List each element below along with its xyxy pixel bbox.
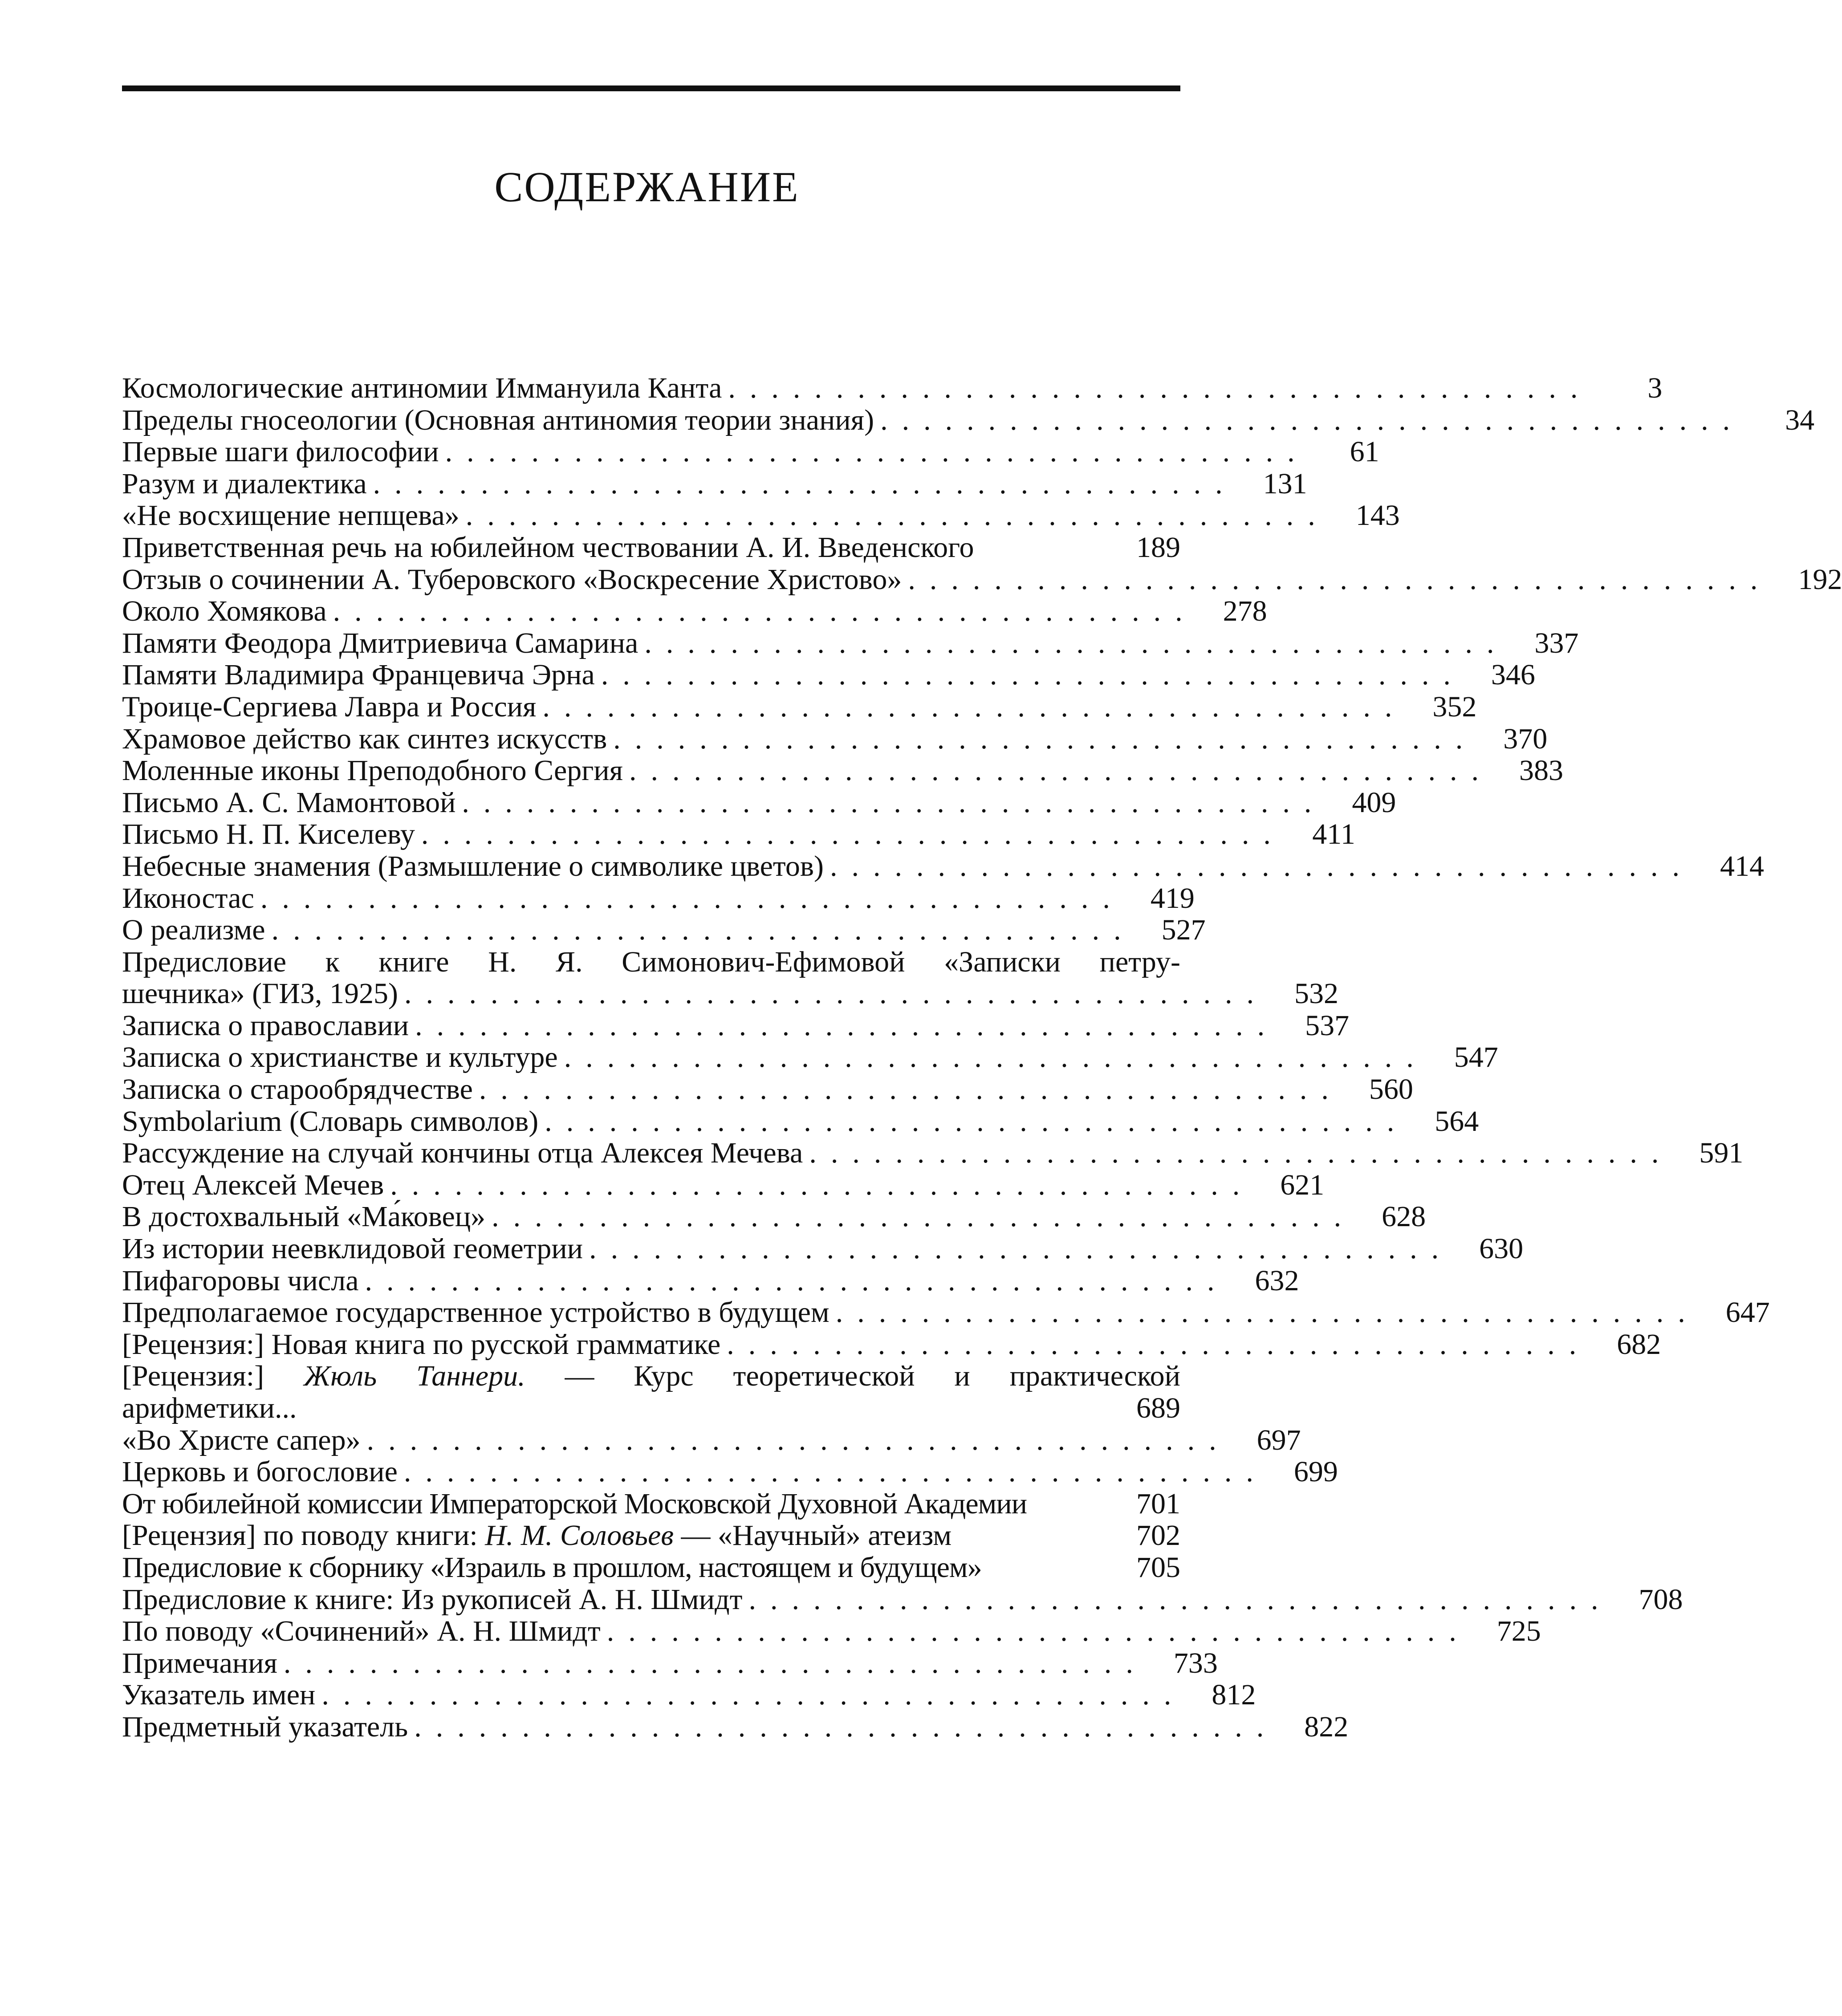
toc-entry[interactable] [122, 1583, 1683, 1616]
dot-leader: ........................................ [492, 1200, 1356, 1233]
toc-entry-title: Письмо А. С. Мамонтовой [122, 786, 456, 819]
toc-entry-title: [Рецензия:] Новая книга по русской грамматике [122, 1328, 721, 1361]
toc-entry[interactable] [122, 690, 1477, 723]
toc-entry-title: Разум и диалектика [122, 467, 367, 500]
toc-entry-title: «Во Христе сапер» [122, 1423, 361, 1456]
toc-entry-title: Записка о христианстве и культуре [122, 1041, 558, 1074]
toc-entry-title: О реализме [122, 914, 265, 947]
toc-entry-title: От юбилейной комиссии Императорской Московской Духовной Академии [122, 1487, 1027, 1520]
toc-entry-page: 621 [1280, 1168, 1325, 1201]
toc-entry-title: Указатель имен [122, 1679, 316, 1711]
toc-entry[interactable] [122, 1200, 1426, 1233]
toc-entry[interactable] [122, 1041, 1498, 1074]
toc-entry[interactable] [122, 1073, 1413, 1106]
toc-entry-page: 34 [1785, 403, 1815, 436]
toc-entry-page: 812 [1212, 1679, 1256, 1711]
toc-entry-title: Рассуждение на случай кончины отца Алексея Мечева [122, 1137, 803, 1170]
dot-leader: ........................................ [629, 754, 1493, 787]
toc-entry[interactable] [122, 1105, 1479, 1138]
dot-leader: ........................................ [404, 977, 1269, 1010]
dot-leader: ........................................ [542, 690, 1407, 723]
toc-entry-page: 532 [1294, 977, 1339, 1010]
dot-leader: ........................................ [601, 658, 1465, 691]
dot-leader: ........................................ [373, 467, 1237, 500]
toc-entry-title: Предисловие к книге: Из рукописей А. Н. Шмидт [122, 1583, 743, 1616]
toc-entry[interactable] [122, 372, 1663, 404]
dot-leader: ........................................ [644, 626, 1509, 659]
toc-entry[interactable] [122, 563, 1842, 596]
toc-entry-page: 628 [1382, 1200, 1426, 1233]
dot-leader: ........................................ [333, 595, 1197, 628]
toc-entry-page: 143 [1355, 499, 1400, 532]
dot-leader: ........................................ [415, 1009, 1279, 1042]
toc-entry-page: 527 [1161, 914, 1206, 947]
toc-entry[interactable] [122, 1009, 1350, 1042]
toc-entry-title [122, 1520, 1114, 1552]
dot-leader: ........................................ [283, 1646, 1147, 1679]
toc-entry-page: 352 [1432, 690, 1477, 723]
toc-entry[interactable] [122, 945, 1339, 1010]
toc-entry[interactable] [122, 1328, 1661, 1361]
toc-entry[interactable] [122, 1615, 1541, 1648]
toc-entry-page: 705 [1136, 1551, 1180, 1584]
toc-entry-title: Из истории неевклидовой геометрии [122, 1232, 583, 1265]
toc-entry-title: По поводу «Сочинений» А. Н. Шмидт [122, 1615, 601, 1648]
toc-entry-page: 682 [1617, 1328, 1661, 1361]
toc-entry[interactable] [122, 1455, 1338, 1488]
toc-entry-page: 701 [1136, 1487, 1180, 1520]
toc-entry-title: Моленные иконы Преподобного Сергия [122, 754, 623, 787]
toc-entry-page: 560 [1369, 1073, 1413, 1106]
toc-entry-title: «Не восхищение непщева» [122, 499, 459, 532]
dot-leader: ........................................ [880, 403, 1744, 436]
dot-leader: ........................................ [465, 499, 1330, 532]
dot-leader: ........................................ [728, 372, 1592, 404]
dot-leader: ........................................ [613, 722, 1477, 755]
dot-leader: ........................................ [727, 1328, 1591, 1361]
toc-entry-page: 278 [1223, 595, 1267, 628]
toc-entry-page: 725 [1496, 1615, 1541, 1648]
dot-leader: ........................................ [545, 1105, 1409, 1138]
toc-entry[interactable] [122, 1137, 1744, 1170]
toc-entry[interactable] [122, 914, 1206, 947]
toc-entry-page: 702 [1136, 1519, 1180, 1552]
toc-entry[interactable] [122, 1264, 1299, 1297]
toc-entry-page: 699 [1293, 1455, 1338, 1488]
toc-entry[interactable] [122, 658, 1535, 691]
toc-entry[interactable] [122, 1710, 1349, 1743]
toc-entry[interactable] [122, 595, 1267, 628]
toc-entry-title: Предполагаемое государственное устройство в будущем [122, 1296, 830, 1329]
toc-entry-title: Symbolarium (Словарь символов) [122, 1105, 539, 1138]
toc-entry-page: 3 [1647, 372, 1663, 404]
author-name: Н. М. Соловьев [485, 1519, 674, 1552]
dot-leader: ........................................ [366, 1423, 1231, 1456]
toc-entry-title: Отец Алексей Мечев [122, 1168, 384, 1201]
toc-entry-page: 547 [1454, 1041, 1498, 1074]
book-title: — Курс теоретической и практической [525, 1360, 1181, 1393]
toc-entry-title-line1 [122, 1360, 1180, 1392]
dot-leader: ........................................ [321, 1679, 1186, 1711]
toc-entry-page: 189 [1136, 531, 1180, 564]
toc-entry[interactable] [122, 1552, 1180, 1584]
toc-entry[interactable] [122, 499, 1400, 532]
dot-leader: ........................................ [403, 1455, 1268, 1488]
toc-entry[interactable] [122, 882, 1195, 915]
toc-entry-title-line1: Предисловие к книге Н. Я. Симонович-Ефимовой «Записки петру- [122, 945, 1180, 978]
toc-entry-page: 131 [1263, 467, 1307, 500]
toc-entry-title: Пределы гносеологии (Основная антиномия теории знания) [122, 403, 874, 436]
toc-entry-title: Отзыв о сочинении А. Туберовского «Воскресение Христово» [122, 563, 902, 596]
toc-entry-page: 697 [1256, 1423, 1301, 1456]
toc-entry-page: 630 [1479, 1232, 1524, 1265]
dot-leader: ........................................ [271, 914, 1135, 947]
dot-leader: ........................................ [748, 1583, 1613, 1616]
toc-entry-page: 419 [1150, 882, 1195, 915]
toc-entry[interactable] [122, 1679, 1256, 1711]
dot-leader: ........................................ [479, 1073, 1343, 1106]
dot-leader: ........................................ [589, 1232, 1453, 1265]
toc-entry[interactable] [122, 403, 1815, 436]
toc-entry[interactable] [122, 1232, 1524, 1265]
toc-entry-page: 337 [1534, 626, 1579, 659]
toc-entry-title: Примечания [122, 1646, 277, 1679]
toc-entry-page: 537 [1305, 1009, 1350, 1042]
toc-entry-page: 632 [1255, 1264, 1299, 1297]
toc-entry-title: Записка о старообрядчестве [122, 1073, 473, 1106]
toc-entry-title: Первые шаги философии [122, 435, 439, 468]
toc-entry-page: 689 [1136, 1392, 1180, 1424]
toc-entry[interactable] [122, 849, 1765, 882]
toc-entry-title: Памяти Феодора Дмитриевича Самарина [122, 626, 638, 659]
toc-entry[interactable] [122, 1520, 1180, 1552]
toc-entry[interactable] [122, 754, 1564, 787]
toc-entry[interactable] [122, 786, 1396, 819]
toc-entry-title: арифметики... [122, 1392, 297, 1424]
toc-entry-page: 564 [1435, 1105, 1479, 1138]
top-rule [122, 85, 1180, 91]
toc-entry-title: Церковь и богословие [122, 1455, 398, 1488]
review-prefix: [Рецензия] по поводу книги: [122, 1519, 485, 1552]
toc-entry[interactable] [122, 1488, 1180, 1520]
toc-entry[interactable] [122, 1423, 1301, 1456]
toc-entry-title: Памяти Владимира Францевича Эрна [122, 658, 595, 691]
toc-entry-page: 192 [1798, 563, 1842, 596]
toc-entry-title: Записка о православии [122, 1009, 409, 1042]
dot-leader: ........................................ [835, 1296, 1700, 1329]
toc-entry-page: 822 [1304, 1710, 1349, 1743]
dot-leader: ........................................ [421, 818, 1285, 851]
toc-entry-title: В достохвальный «Ма́ковец» [122, 1200, 486, 1233]
table-of-contents [122, 372, 1842, 1743]
toc-entry-page: 647 [1725, 1296, 1770, 1329]
dot-leader: ........................................ [365, 1264, 1229, 1297]
toc-entry-title: шечника» (ГИЗ, 1925) [122, 977, 398, 1010]
toc-entry[interactable] [122, 626, 1579, 659]
toc-entry-title: Небесные знамения (Размышление о символике цветов) [122, 849, 824, 882]
dot-leader: ........................................ [809, 1137, 1673, 1170]
toc-entry-title: Около Хомякова [122, 595, 327, 628]
toc-entry-title: Храмовое действо как синтез искусств [122, 722, 607, 755]
dot-leader: ........................................ [830, 849, 1694, 882]
dot-leader: ........................................ [462, 786, 1326, 819]
toc-entry-page: 414 [1720, 849, 1765, 882]
dot-leader: ........................................ [414, 1710, 1278, 1743]
toc-entry[interactable] [122, 532, 1180, 564]
dot-leader: ........................................ [390, 1168, 1254, 1201]
toc-entry-page: 708 [1639, 1583, 1683, 1616]
page-title: СОДЕРЖАНИЕ [494, 163, 800, 211]
toc-entry[interactable] [122, 1360, 1180, 1424]
dot-leader: ........................................ [908, 563, 1772, 596]
toc-entry-title: Приветственная речь на юбилейном чествовании А. И. Введенского [122, 531, 974, 564]
toc-entry-page: 591 [1699, 1137, 1744, 1170]
book-title: — «Научный» атеизм [673, 1519, 952, 1552]
dot-leader: ........................................ [564, 1041, 1428, 1074]
toc-entry-title: Троице-Сергиева Лавра и Россия [122, 690, 537, 723]
toc-entry-page: 733 [1173, 1646, 1218, 1679]
dot-leader: ........................................ [445, 435, 1309, 468]
toc-entry-page: 370 [1503, 722, 1548, 755]
toc-entry[interactable] [122, 435, 1379, 468]
toc-entry-title: Космологические антиномии Иммануила Канта [122, 372, 722, 404]
toc-entry[interactable] [122, 1296, 1770, 1329]
toc-entry-page: 409 [1352, 786, 1396, 819]
dot-leader: ........................................ [260, 882, 1124, 915]
toc-entry-title: Предметный указатель [122, 1710, 408, 1743]
toc-entry[interactable] [122, 818, 1355, 851]
author-name: Жюль Таннери. [303, 1360, 525, 1393]
toc-entry[interactable] [122, 1168, 1325, 1201]
toc-entry[interactable] [122, 722, 1548, 755]
toc-entry-title: Предисловие к сборнику «Израиль в прошлом, настоящем и будущем» [122, 1551, 982, 1584]
toc-entry-page: 61 [1350, 435, 1379, 468]
toc-entry[interactable] [122, 467, 1307, 500]
toc-entry-title: Иконостас [122, 882, 254, 915]
dot-leader: ........................................ [606, 1615, 1471, 1648]
toc-entry-page: 411 [1312, 818, 1355, 851]
toc-entry-page: 346 [1491, 658, 1535, 691]
toc-entry-title: Пифагоровы числа [122, 1264, 359, 1297]
review-prefix: [Рецензия:] [122, 1360, 304, 1393]
toc-entry-page: 383 [1519, 754, 1564, 787]
toc-entry[interactable] [122, 1646, 1218, 1679]
toc-entry-title: Письмо Н. П. Киселеву [122, 818, 415, 851]
